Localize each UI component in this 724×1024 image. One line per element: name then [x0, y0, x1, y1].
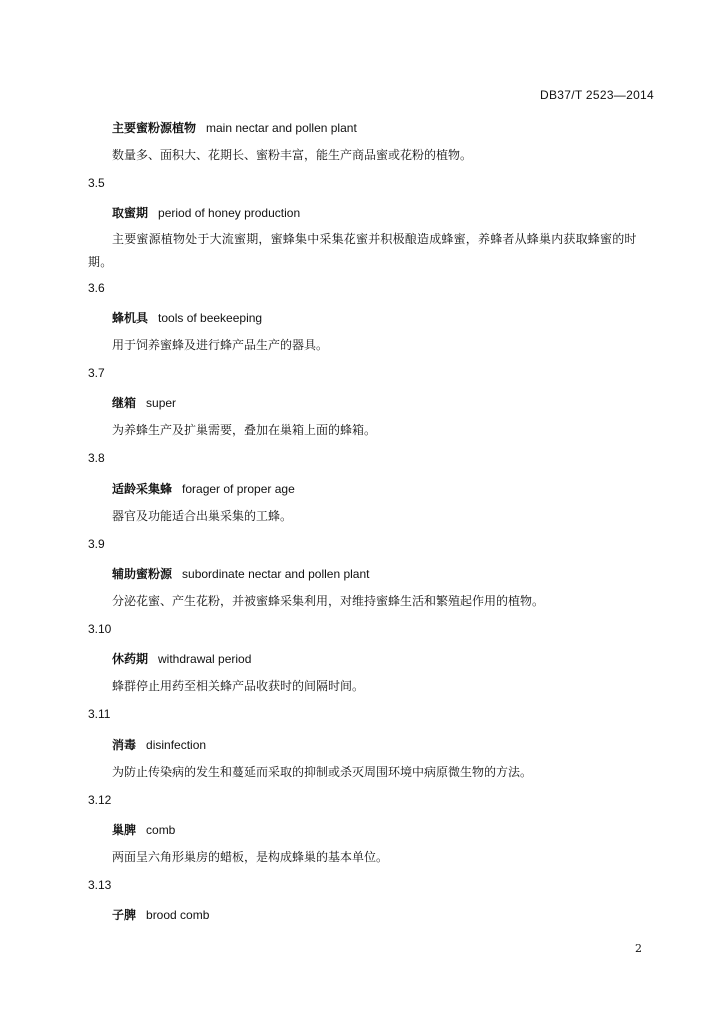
term-english: brood comb: [146, 908, 210, 922]
term-definition: 两面呈六角形巢房的蜡板，是构成蜂巢的基本单位。: [112, 850, 389, 864]
term-chinese: 取蜜期: [112, 206, 149, 220]
term-chinese: 主要蜜粉源植物: [112, 121, 197, 135]
term-chinese: 继箱: [112, 396, 137, 410]
term-chinese: 适龄采集蜂: [112, 482, 173, 496]
clause-number: 3.7: [88, 366, 105, 380]
term-definition: 数量多、面积大、花期长、蜜粉丰富，能生产商品蜜或花粉的植物。: [112, 148, 473, 162]
term-heading: [112, 650, 251, 667]
clause-number: 3.8: [88, 451, 105, 465]
clause-number: 3.10: [88, 622, 112, 636]
term-english: subordinate nectar and pollen plant: [182, 567, 370, 581]
term-chinese: 休药期: [112, 652, 149, 666]
clause-number: 3.5: [88, 176, 105, 190]
term-heading: [112, 480, 295, 497]
term-heading: [112, 119, 357, 136]
term-definition: 用于饲养蜜蜂及进行蜂产品生产的器具。: [112, 338, 329, 352]
term-english: comb: [146, 823, 176, 837]
term-english: period of honey production: [158, 206, 301, 220]
clause-number: 3.12: [88, 793, 112, 807]
term-heading: [112, 309, 262, 326]
document-code: DB37/T 2523—2014: [540, 88, 654, 102]
term-heading: [112, 394, 176, 411]
clause-number: 3.6: [88, 281, 105, 295]
term-chinese: 消毒: [112, 738, 137, 752]
term-english: tools of beekeeping: [158, 311, 263, 325]
term-heading: [112, 204, 300, 221]
term-definition: 为养蜂生产及扩巢需要，叠加在巢箱上面的蜂箱。: [112, 423, 377, 437]
term-definition: 器官及功能适合出巢采集的工蜂。: [112, 509, 293, 523]
term-chinese: 蜂机具: [112, 311, 149, 325]
term-definition: 为防止传染病的发生和蔓延而采取的抑制或杀灭周围环境中病原微生物的方法。: [112, 765, 533, 779]
term-definition: 主要蜜源植物处于大流蜜期，蜜蜂集中采集花蜜并积极酿造成蜂蜜，养蜂者从蜂巢内获取蜂蜜的时期。: [88, 232, 637, 269]
term-definition: 蜂群停止用药至相关蜂产品收获时的间隔时间。: [112, 679, 365, 693]
term-english: forager of proper age: [182, 482, 295, 496]
term-heading: [112, 736, 206, 753]
term-chinese: 巢脾: [112, 823, 137, 837]
term-english: main nectar and pollen plant: [206, 121, 357, 135]
term-heading: [112, 821, 175, 838]
term-definition: 分泌花蜜、产生花粉，并被蜜蜂采集利用，对维持蜜蜂生活和繁殖起作用的植物。: [112, 594, 545, 608]
page-number: 2: [635, 942, 642, 955]
term-chinese: 子脾: [112, 908, 137, 922]
term-chinese: 辅助蜜粉源: [112, 567, 173, 581]
term-english: disinfection: [146, 738, 207, 752]
clause-number: 3.9: [88, 537, 105, 551]
clause-number: 3.13: [88, 878, 112, 892]
term-heading: [112, 565, 370, 582]
term-heading: [112, 906, 209, 923]
term-english: super: [146, 396, 177, 410]
clause-number: 3.11: [88, 707, 111, 721]
term-english: withdrawal period: [158, 652, 252, 666]
